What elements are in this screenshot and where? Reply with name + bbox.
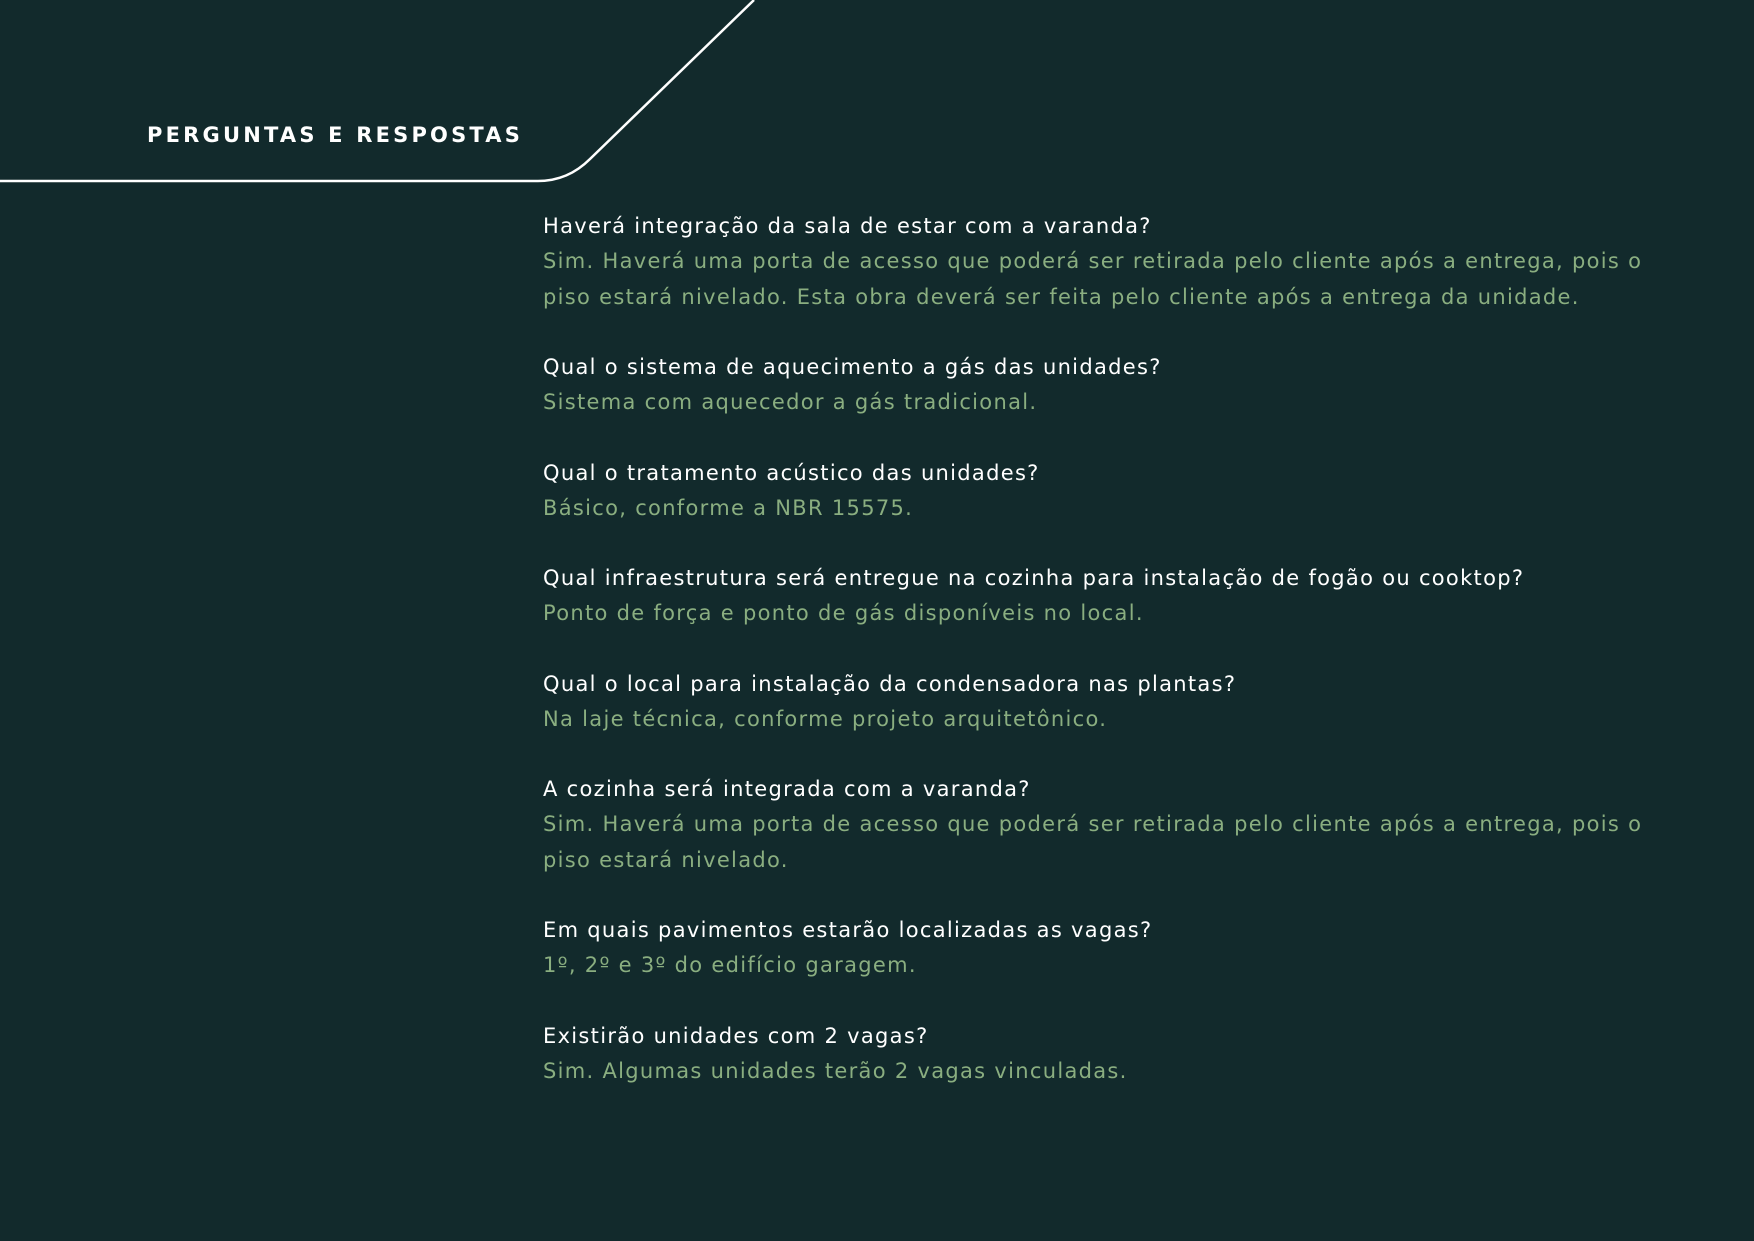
faq-item — [543, 912, 1643, 984]
faq-question: Em quais pavimentos estarão localizadas as vagas? — [543, 918, 1153, 942]
faq-item — [543, 1018, 1643, 1090]
faq-item — [543, 666, 1643, 738]
faq-answer: 1º, 2º e 3º do edifício garagem. — [543, 953, 917, 977]
faq-answer: Sim. Haverá uma porta de acesso que poderá ser retirada pelo cliente após a entrega, pois o piso estará nivelado. — [543, 812, 1643, 872]
faq-item — [543, 455, 1643, 527]
faq-answer: Sim. Algumas unidades terão 2 vagas vinculadas. — [543, 1058, 1128, 1083]
faq-question: Qual o tratamento acústico das unidades? — [543, 460, 1040, 485]
decorative-header-line — [0, 0, 1754, 200]
faq-item — [543, 560, 1643, 632]
faq-answer: Na laje técnica, conforme projeto arquitetônico. — [543, 706, 1108, 731]
faq-item — [543, 771, 1643, 878]
faq-question: Qual infraestrutura será entregue na cozinha para instalação de fogão ou cooktop? — [543, 566, 1525, 590]
faq-answer: Ponto de força e ponto de gás disponíveis no local. — [543, 601, 1144, 625]
faq-item — [543, 349, 1643, 421]
faq-question: A cozinha será integrada com a varanda? — [543, 777, 1031, 801]
section-title: PERGUNTAS E RESPOSTAS — [147, 123, 524, 147]
faq-question: Qual o sistema de aquecimento a gás das unidades? — [543, 355, 1162, 379]
faq-item — [543, 208, 1643, 315]
faq-answer: Básico, conforme a NBR 15575. — [543, 495, 914, 520]
faq-question: Haverá integração da sala de estar com a varanda? — [543, 214, 1152, 238]
faq-question: Qual o local para instalação da condensadora nas plantas? — [543, 671, 1237, 696]
faq-question: Existirão unidades com 2 vagas? — [543, 1023, 929, 1048]
faq-answer: Sistema com aquecedor a gás tradicional. — [543, 390, 1038, 414]
faq-list — [543, 208, 1643, 1123]
faq-answer: Sim. Haverá uma porta de acesso que poderá ser retirada pelo cliente após a entrega, pois o piso estará nivelado. Esta obra deverá ser feita pelo cliente após a entrega da unidade. — [543, 249, 1643, 309]
